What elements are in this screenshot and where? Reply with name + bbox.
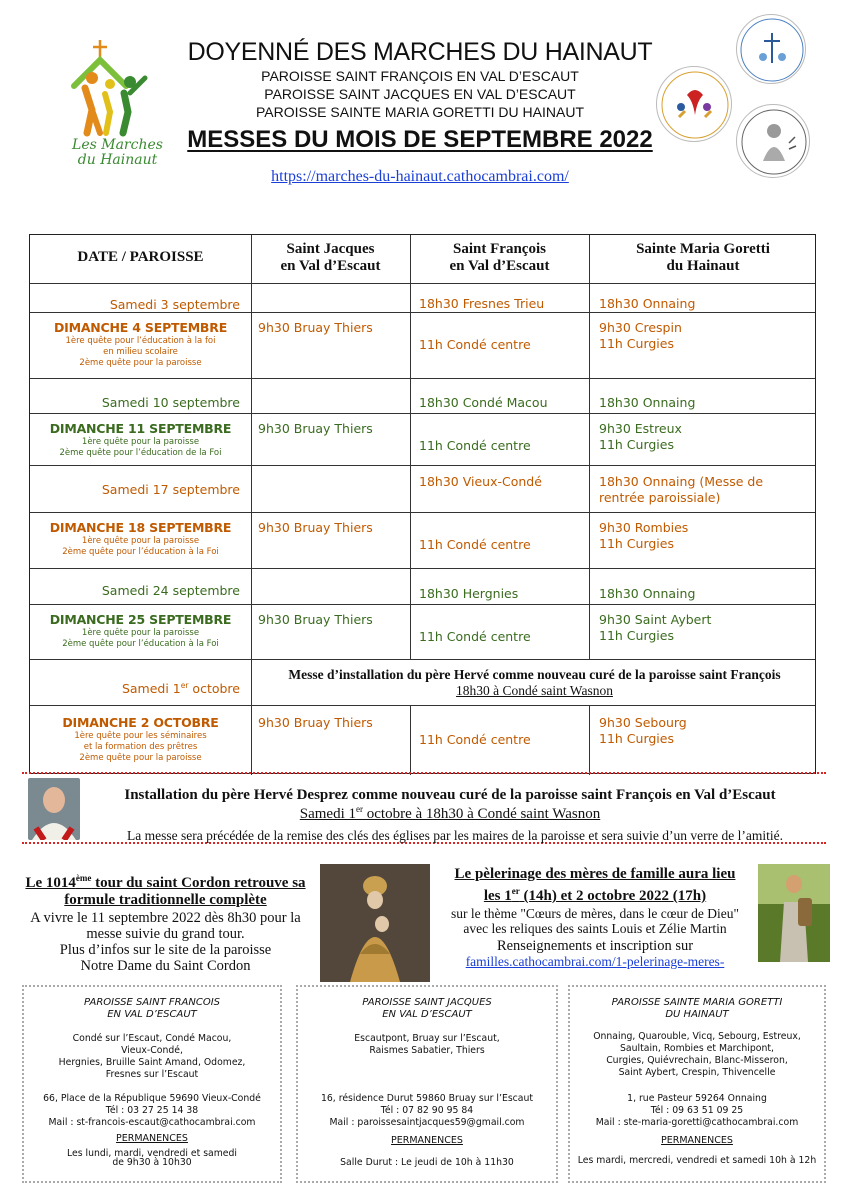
pelerinage-link[interactable]: familles.cathocambrai.com/1-pelerinage-meres- xyxy=(465,954,725,969)
box-places: Condé sur l’Escaut, Condé Macou, Vieux-Condé, Hergnies, Bruille Saint Amand, Odomez, Fresnes sur l’Escaut xyxy=(58,1033,246,1080)
date-sat-3: Samedi 3 septembre xyxy=(109,297,240,312)
mass-sun4-francois: 11h Condé centre xyxy=(419,337,531,352)
box-mail[interactable]: Mail : paroissesaintjacques59@gmail.com xyxy=(329,1117,525,1128)
date-sat-17: Samedi 17 septembre xyxy=(101,482,240,497)
mass-sun2-goretti: 9h30 Sebourg 11h Curgies xyxy=(599,715,687,746)
page-title: DOYENNÉ DES MARCHES DU HAINAUT xyxy=(187,38,653,66)
installation-date: Samedi 1er octobre à 18h30 à Condé saint Wasnon xyxy=(299,804,601,822)
box-permanences: Les mardi, mercredi, vendredi et samedi 10h à 12h xyxy=(577,1155,817,1166)
pelerinage-title: Le pèlerinage des mères de famille aura lieu les 1er (14h) et 2 octobre 2022 (17h) xyxy=(454,866,736,904)
mass-sun18-goretti: 9h30 Rombies 11h Curgies xyxy=(599,520,689,551)
mass-sat24-goretti: 18h30 Onnaing xyxy=(599,586,696,601)
box-places: Escautpont, Bruay sur l’Escaut, Raismes Sabatier, Thiers xyxy=(354,1033,500,1056)
box-permanences: Les lundi, mardi, vendredi et samedi de 9h30 à 10h30 xyxy=(66,1148,238,1168)
box-title: PAROISSE SAINT JACQUES EN VAL D’ESCAUT xyxy=(362,997,492,1020)
box-permanences-label: PERMANENCES xyxy=(116,1133,188,1144)
date-sat-1-octobre: Samedi 1er octobre xyxy=(121,681,240,697)
box-address: 1, rue Pasteur 59264 Onnaing Tél : 09 63 51 09 25 Mail : ste-maria-goretti@cathocambrai.com xyxy=(570,1093,824,1129)
seal-saint-jacques-icon xyxy=(656,66,732,142)
mass-sat3-goretti: 18h30 Onnaing xyxy=(599,296,696,311)
quete-sun-25: 1ère quête pour la paroisse 2ème quête pour l’éducation à la Foi xyxy=(62,628,219,649)
box-mail[interactable]: Mail : ste-maria-goretti@cathocambrai.com xyxy=(595,1117,799,1128)
box-permanences-label: PERMANENCES xyxy=(391,1135,463,1146)
quete-sun-4: 1ère quête pour l’éducation à la foi en milieu scolaire 2ème quête pour la paroisse xyxy=(65,336,216,368)
date-sun-4: DIMANCHE 4 SEPTEMBRE xyxy=(53,320,228,335)
installation-mass-notice xyxy=(252,667,817,699)
logo-text xyxy=(60,138,175,168)
installation-mass-line-1: Messe d’installation du père Hervé comme nouveau curé de la paroisse saint François xyxy=(288,667,781,682)
mass-sat10-goretti: 18h30 Onnaing xyxy=(599,395,696,410)
mass-sat10-francois: 18h30 Condé Macou xyxy=(419,395,548,410)
box-address: 16, résidence Durut 59860 Bruay sur l’Escaut Tél : 07 82 90 95 84 Mail : paroissesaintjacques59@gmail.com xyxy=(298,1093,556,1129)
pere-herve-photo xyxy=(28,778,80,840)
mass-sun25-francois: 11h Condé centre xyxy=(419,629,531,644)
contact-box-saint-jacques xyxy=(296,985,558,1183)
box-permanences: Salle Durut : Le jeudi de 10h à 11h30 xyxy=(340,1157,514,1168)
header-date: DATE / PAROISSE xyxy=(77,249,204,265)
mass-sun4-goretti: 9h30 Crespin 11h Curgies xyxy=(599,320,682,351)
logo-text-line-2: du Hainaut xyxy=(77,152,158,168)
date-sun-11: DIMANCHE 11 SEPTEMBRE xyxy=(49,421,232,436)
mass-sat24-francois: 18h30 Hergnies xyxy=(419,586,519,601)
installation-description: La messe sera précédée de la remise des clés des églises par les maires de la paroisse et sera suivie d’un verre de l’amitié. xyxy=(127,828,783,843)
box-title: PAROISSE SAINT FRANCOIS EN VAL D’ESCAUT xyxy=(83,997,221,1020)
parish-line-goretti: PAROISSE SAINTE MARIA GORETTI DU HAINAUT xyxy=(255,104,584,120)
month-title: MESSES DU MOIS DE SEPTEMBRE 2022 xyxy=(187,126,653,153)
logo-text-line-1: Les Marches xyxy=(72,137,163,153)
parish-line-jacques: PAROISSE SAINT JACQUES EN VAL D’ESCAUT xyxy=(264,86,576,102)
header-sainte-maria-goretti: Sainte Maria Goretti du Hainaut xyxy=(636,241,770,274)
box-permanences-label: PERMANENCES xyxy=(661,1135,733,1146)
box-mail[interactable]: Mail : st-francois-escaut@cathocambrai.com xyxy=(48,1117,256,1128)
mass-sat17-francois: 18h30 Vieux-Condé xyxy=(419,474,542,489)
contact-box-saint-francois xyxy=(22,985,282,1183)
mass-sun11-francois: 11h Condé centre xyxy=(419,438,531,453)
pilgrim-walker-photo xyxy=(758,864,830,962)
mass-sun25-jacques: 9h30 Bruay Thiers xyxy=(258,612,373,627)
contact-box-sainte-maria-goretti xyxy=(568,985,826,1183)
quete-sun-11: 1ère quête pour la paroisse 2ème quête pour l’éducation de la Foi xyxy=(59,437,222,458)
mass-sun2-francois: 11h Condé centre xyxy=(419,732,531,747)
quete-sun-2-octobre: 1ère quête pour les séminaires et la formation des prêtres 2ème quête pour la paroisse xyxy=(74,731,207,763)
site-link[interactable]: https://marches-du-hainaut.cathocambrai.com/ xyxy=(271,168,569,185)
header-saint-jacques: Saint Jacques en Val d’Escaut xyxy=(280,241,381,274)
date-sat-10: Samedi 10 septembre xyxy=(101,395,240,410)
box-places: Onnaing, Quarouble, Vicq, Sebourg, Estreux, Saultain, Rombies et Marchipont, Curgies, Quiévrechain, Blanc-Misseron, Saint Aybert, Crespin, Thivencelle xyxy=(593,1031,801,1078)
mass-sun25-goretti: 9h30 Saint Aybert 11h Curgies xyxy=(599,612,712,643)
mass-sun18-jacques: 9h30 Bruay Thiers xyxy=(258,520,373,535)
box-title: PAROISSE SAINTE MARIA GORETTI DU HAINAUT xyxy=(611,997,783,1020)
parish-line-francois: PAROISSE SAINT FRANÇOIS EN VAL D’ESCAUT xyxy=(261,68,579,84)
date-sun-2-octobre: DIMANCHE 2 OCTOBRE xyxy=(62,715,219,730)
cordon-title: Le 1014ème tour du saint Cordon retrouve sa formule traditionnelle complète xyxy=(25,873,306,908)
mass-sun4-jacques: 9h30 Bruay Thiers xyxy=(258,320,373,335)
date-sun-18: DIMANCHE 18 SEPTEMBRE xyxy=(49,520,232,535)
mass-sun11-goretti: 9h30 Estreux 11h Curgies xyxy=(599,421,682,452)
mass-sat17-goretti: 18h30 Onnaing (Messe de rentrée paroissiale) xyxy=(599,474,764,505)
seal-saint-francois-icon xyxy=(736,14,806,84)
quete-sun-18: 1ère quête pour la paroisse 2ème quête pour l’éducation à la Foi xyxy=(62,536,219,557)
mass-sat3-francois: 18h30 Fresnes Trieu xyxy=(419,296,545,311)
installation-mass-line-2: 18h30 à Condé saint Wasnon xyxy=(456,683,613,698)
installation-title: Installation du père Hervé Desprez comme nouveau curé de la paroisse saint François en Val d’Escaut xyxy=(124,787,776,803)
marches-logo-icon xyxy=(60,38,180,138)
schedule-table xyxy=(29,234,816,774)
date-sat-24: Samedi 24 septembre xyxy=(101,583,240,598)
cordon-body: A vivre le 11 septembre 2022 dès 8h30 pour la messe suivie du grand tour. Plus d’infos sur le site de la paroisse Notre Dame du Saint Cordon xyxy=(30,910,301,974)
mass-sun18-francois: 11h Condé centre xyxy=(419,537,531,552)
seal-sainte-maria-goretti-icon xyxy=(736,104,810,178)
mass-sun11-jacques: 9h30 Bruay Thiers xyxy=(258,421,373,436)
mass-sun2-jacques: 9h30 Bruay Thiers xyxy=(258,715,373,730)
header-saint-francois: Saint François en Val d’Escaut xyxy=(449,241,550,274)
box-address: 66, Place de la République 59690 Vieux-Condé Tél : 03 27 25 14 38 Mail : st-francois-escaut@cathocambrai.com xyxy=(24,1093,280,1129)
date-sun-25: DIMANCHE 25 SEPTEMBRE xyxy=(49,612,232,627)
pelerinage-body: sur le thème "Cœurs de mères, dans le cœur de Dieu" avec les reliques des saints Louis et Zélie Martin Renseignements et inscription sur familles.cathocambrai.com/1-pelerinage-meres- xyxy=(430,906,760,969)
notre-dame-statue-photo xyxy=(320,864,430,982)
